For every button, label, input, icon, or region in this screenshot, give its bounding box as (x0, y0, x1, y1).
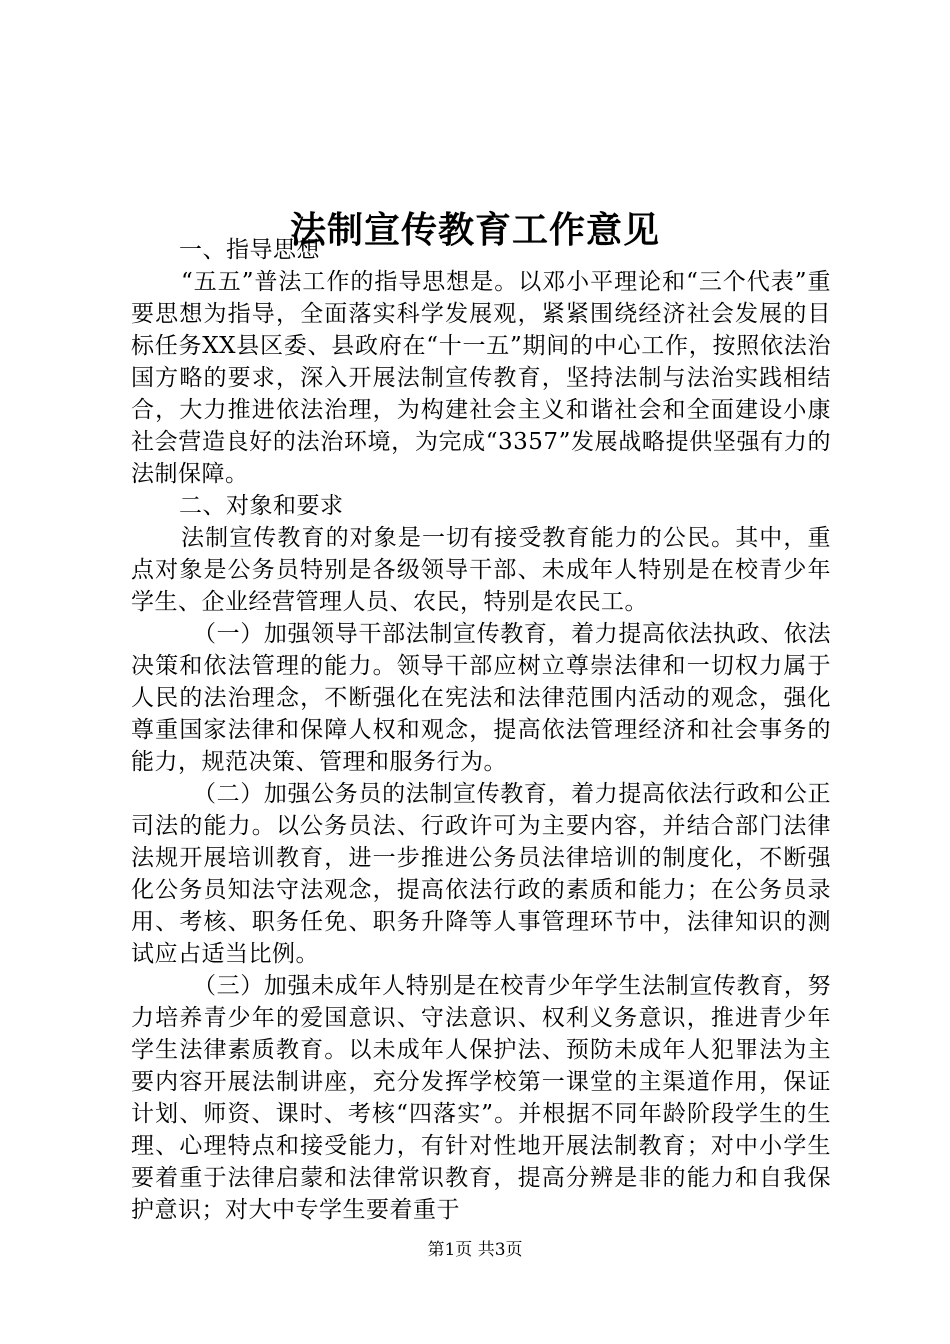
paragraph-item-2-civil-servants: （二）加强公务员的法制宣传教育，着力提高依法行政和公正司法的能力。以公务员法、行政许可为主要内容，并结合部门法律法规开展培训教育，进一步推进公务员法律培训的制度化，不断强化公务员知法守法观念，提高依法行政的素质和能力；在公务员录用、考核、职务任免、职务升降等人事管理环节中，法律知识的测试应占适当比例。 (131, 781, 831, 967)
paragraph-guiding-thought: “五五”普法工作的指导思想是。以邓小平理论和“三个代表”重要思想为指导，全面落实科学发展观，紧紧围绕经济社会发展的目标任务XX县区委、县政府在“十一五”期间的中心工作，按照依法治国方略的要求，深入开展法制宣传教育，坚持法制与法治实践相结合，大力推进依法治理，为构建社会主义和谐社会和全面建设小康社会营造良好的法治环境，为完成“3357”发展战略提供坚强有力的法制保障。 (131, 269, 831, 487)
paragraph-targets: 法制宣传教育的对象是一切有接受教育能力的公民。其中，重点对象是公务员特别是各级领导干部、未成年人特别是在校青少年学生、企业经营管理人员、农民，特别是农民工。 (131, 525, 831, 615)
paragraph-item-1-leaders: （一）加强领导干部法制宣传教育，着力提高依法执政、依法决策和依法管理的能力。领导干部应树立尊崇法律和一切权力属于人民的法治理念，不断强化在宪法和法律范围内活动的观念，强化尊重国家法律和保障人权和观念，提高依法管理经济和社会事务的能力，规范决策、管理和服务行为。 (131, 621, 831, 775)
page-number-footer: 第1页 共3页 (427, 1240, 523, 1260)
paragraph-item-3-minors: （三）加强未成年人特别是在校青少年学生法制宣传教育，努力培养青少年的爱国意识、守法意识、权利义务意识，推进青少年学生法律素质教育。以未成年人保护法、预防未成年人犯罪法为主要内容开展法制讲座，充分发挥学校第一课堂的主渠道作用，保证计划、师资、课时、考核“四落实”。并根据不同年龄阶段学生的生理、心理特点和接受能力，有针对性地开展法制教育；对中小学生要着重于法律启蒙和法律常识教育，提高分辨是非的能力和自我保护意识；对大中专学生要着重于 (131, 973, 831, 1223)
section-heading-guiding-thought: 一、指导思想 (179, 237, 320, 263)
document-title: 法制宣传教育工作意见 (289, 209, 660, 252)
document-body (131, 234, 831, 1226)
section-heading-targets-requirements: 二、对象和要求 (179, 493, 344, 519)
